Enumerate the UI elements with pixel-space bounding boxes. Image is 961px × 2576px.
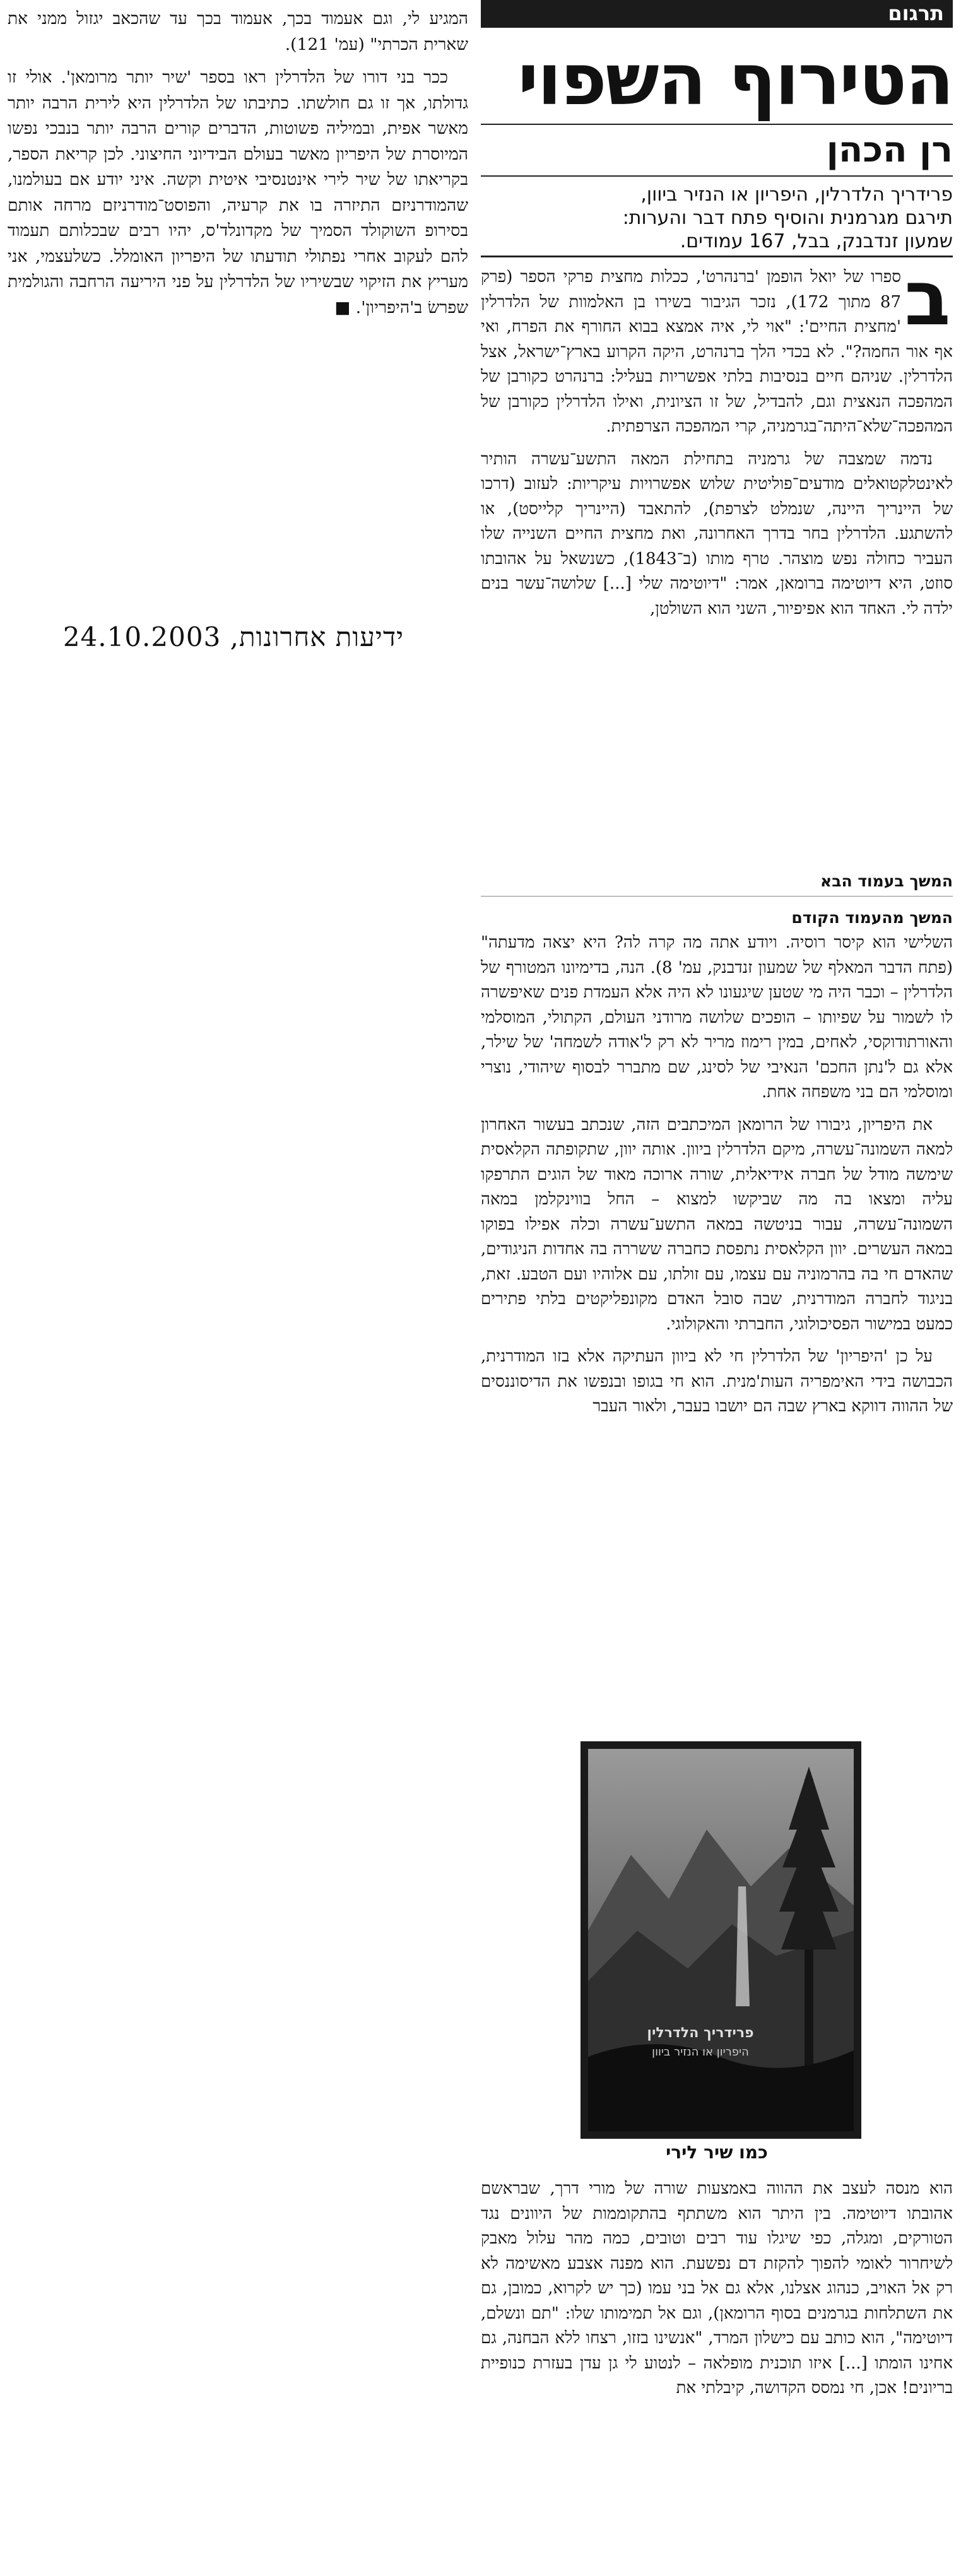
left-paragraph: המגיע לי, וגם אעמוד בכך, אעמוד בכך עד שהכאב יגזול ממני את שארית הכרתי" (עמ' 121). [8,9,468,54]
body-paragraph: על כן 'היפריון' של הלדרלין חי לא ביוון העתיקה אלא בזו המודרנית, הכבושה בידי האימפריה העות'מנית. הוא חי בגופו ובנפשו את הדיסוננסים של ההווה דווקא בארץ שבה הם יושבו בעבר, ולאור העבר [481,1347,953,1416]
continued-prev-label: המשך מהעמוד הקודם [791,909,953,927]
book-info-line: פרידריך הלדרלין, היפריון או הנזיר ביוון, [640,184,953,206]
article-body-1-text [481,255,953,621]
article-body-3 [481,2177,953,2409]
drop-cap: ב [904,255,951,343]
article-body-2-text [481,931,953,1420]
divider [481,256,953,257]
section-bar [481,0,953,28]
divider [481,896,953,897]
book-cover-subtitle: היפריון או הנזיר ביוון [652,2045,749,2059]
divider [481,175,953,177]
article-body-1 [481,255,953,629]
book-cover-image [581,1741,861,2139]
body-paragraph: נדמה שמצבה של גרמניה בתחילת המאה התשע־עשרה הותיר לאינטלקטואלים מודעים־פוליטית שלוש אפשרויות עיקריות: לעזוב (דרכו של היינריך היינה, שנמלט לצרפת), להתאבד (היינריך קלייסט), או להשתגע. הלדרלין בחר בדרך האחרונה, ואת מחצית החיים השנייה שלו העביר כחולה נפש מוצהר. טרף מותו (ב־1843), כשנשאל על אהובתו סוזט, היא דיוטימה ברומאן, אמר: "דיוטימה שלי [...] שלושה־עשר בנים ילדה לי. האחד הוא אפיפיור, השני הוא השולטן, [481,449,953,618]
book-info-line: שמעון זנדבנק, בבל, 167 עמודים. [680,230,953,252]
body-paragraph: השלישי הוא קיסר רוסיה. ויודע אתה מה קרה לה? היא יצאה מדעתה" (פתח הדבר המאלף של שמעון זנדבנק, עמ' 8). הנה, בדימיונו המטורף של הלדרלין – וכבר היה מי שטען שיגעונו לא היה אלא העמדת פנים שאיפשרה לו לשמור על שפיותו – הופכים שלושה מרודני העולם, הקתולי, המוסלמי והאורתודוקסי, לאחים, במין רימוז מריר לא רק ל'אודה לשמחה' של שילר, אלא גם ל'נתן החכם' הנאיבי של לסינג, שם מתברר לבסוף שיהודי, נוצרי ומוסלמי הם בני משפחה אחת. [481,933,953,1102]
article-body-3-text [481,2177,953,2401]
body-paragraph: הוא מנסה לעצב את ההווה באמצעות שורה של מורי דרך, שבראשם אהובתו דיוטימה. בין היתר הוא משתתף בהתקוממות של היוונים נגד הטורקים, ומגלה, כפי שיגלו עוד רבים וטובים, כמה מהר עלול מאבק לשיחרור לאומי להפוך להקזת דם נפשעת. הוא מפנה אצבע מאשימה לא רק אל האויב, כנהוג אצלנו, אלא גם אל בני עמו (כך יש לקרוא, כמובן, גם את השתלחות בגרמנים בסוף הרומאן), וגם אל תמימותו שלו: "תם ונשלם, דיוטימה", הוא כותב עם כישלון המרד, "אנשינו בזזו, רצחו ללא הבחנה, גם אחינו הומתו [...] איזו תוכנית מופלאה – לנטוע לי גן עדן בעזרת כנופיית בריונים! אכן, חי נמסס הקדושה, קיבלתי את [481,2179,953,2397]
divider [481,124,953,125]
left-paragraph: ככר בני דורו של הלדרלין ראו בספר 'שיר יותר מרומאן'. אולי זו גדולתו, אך זו גם חולשתו. כתיבתו של הלדרלין היא לירית הרבה יותר מאשר אפית, ובמיליה פשוטות, הדברים קורים הרבה יותר בנבכי נפשו המיוסרת של היפריון מאשר בעולם הבידיוני החיצוני. לכן קריאת הספר, בקריאתו של שיר לירי אינטנסיבי איטית וקשה. איני יודע אם בעולמנו, שהמודרניזם התיזרה בו את קרעיה, והפוסט־מודרניזם מרחה אותם בסירופ השוקולד הסמיך של מקדונלד'ס, יהיו רבים שבכלותם תעמוד להם לעקוב אחרי נפתולי תודעתו של היפריון האומלל. כשלעצמי, אני מעריץ את הזיקוי שבשיריו של הלדרלין על פני היריעה הרחבה והגולמית שפרשׂ ב'היפריון'. ■ [8,68,468,317]
left-column-text [8,6,468,321]
book-cover-illustration [581,1741,861,2139]
article-body-2 [481,931,953,1427]
book-info-line: תירגם מגרמנית והוסיף פתח דבר והערות: [622,207,953,229]
book-info [481,183,953,253]
headline: הטירוף השפוי [517,39,953,121]
body-paragraph: ספרו של יואל הופמן 'ברנהרט', ככלות מחצית פרקי הספר (פרק 87 מתוך 172), נזכר הגיבור בשירו בן האלמוות של הלדרלין 'מחצית החיים': "אוי לי, איה אמצא בבוא החורף את הפרח, ואי אף אור החמה?". לא בכדי הלך ברנהרט, היקה הקרוע בארץ־ישראל, אצל הלדרלין. שניהם חיים בנסיבות בלתי אפשריות בעליל: ברנהרט כקורבן של המהפכה הנאצית וגם, להבדיל, של זו הציונית, ואילו הלדרלין כקורבן של המהפכה־שלא־היתה־בגרמניה, קרי המהפכה הצרפתית. [481,268,953,436]
byline: רן הכהן [826,129,953,170]
body-paragraph: את היפריון, גיבורו של הרומאן המיכתבים הזה, שנכתב בעשור האחרון למאה השמונה־עשרה, מיקם הלדרלין ביוון. אותה יוון, שתקופתה הקלאסית שימשה מודל של חברה אידיאלית, שורה ארוכה מאוד של הוגים התרפקו עליה ומצאו בה מה שביקשו למצוא – החל בווינקלמן במאה השמונה־עשרה, עבור בניטשה במאה התשע־עשרה וכלה אפילו בפוקו במאה העשרים. יוון הקלאסית נתפסת כחברה ששררה בה אחדות הניגודים, שהאדם חי בה בהרמוניה עם עצמו, עם זולתו, עם אלוהיו ועם הטבע. זאת, בניגוד לחברה המודרנית, שבה סובל האדם מקונפליקטים בלתי פתירים כמעט במישור הפסיכולוגי, החברתי והאקולוגי. [481,1115,953,1334]
left-column [8,6,468,328]
book-cover-title: פרידריך הלדרלין [647,2025,754,2041]
section-label: תרגום [888,1,944,25]
image-caption: כמו שיר לירי [666,2142,768,2163]
source-line: ידיעות אחרונות, 24.10.2003 [62,621,404,652]
continued-next-label: המשך בעמוד הבא [820,872,953,890]
